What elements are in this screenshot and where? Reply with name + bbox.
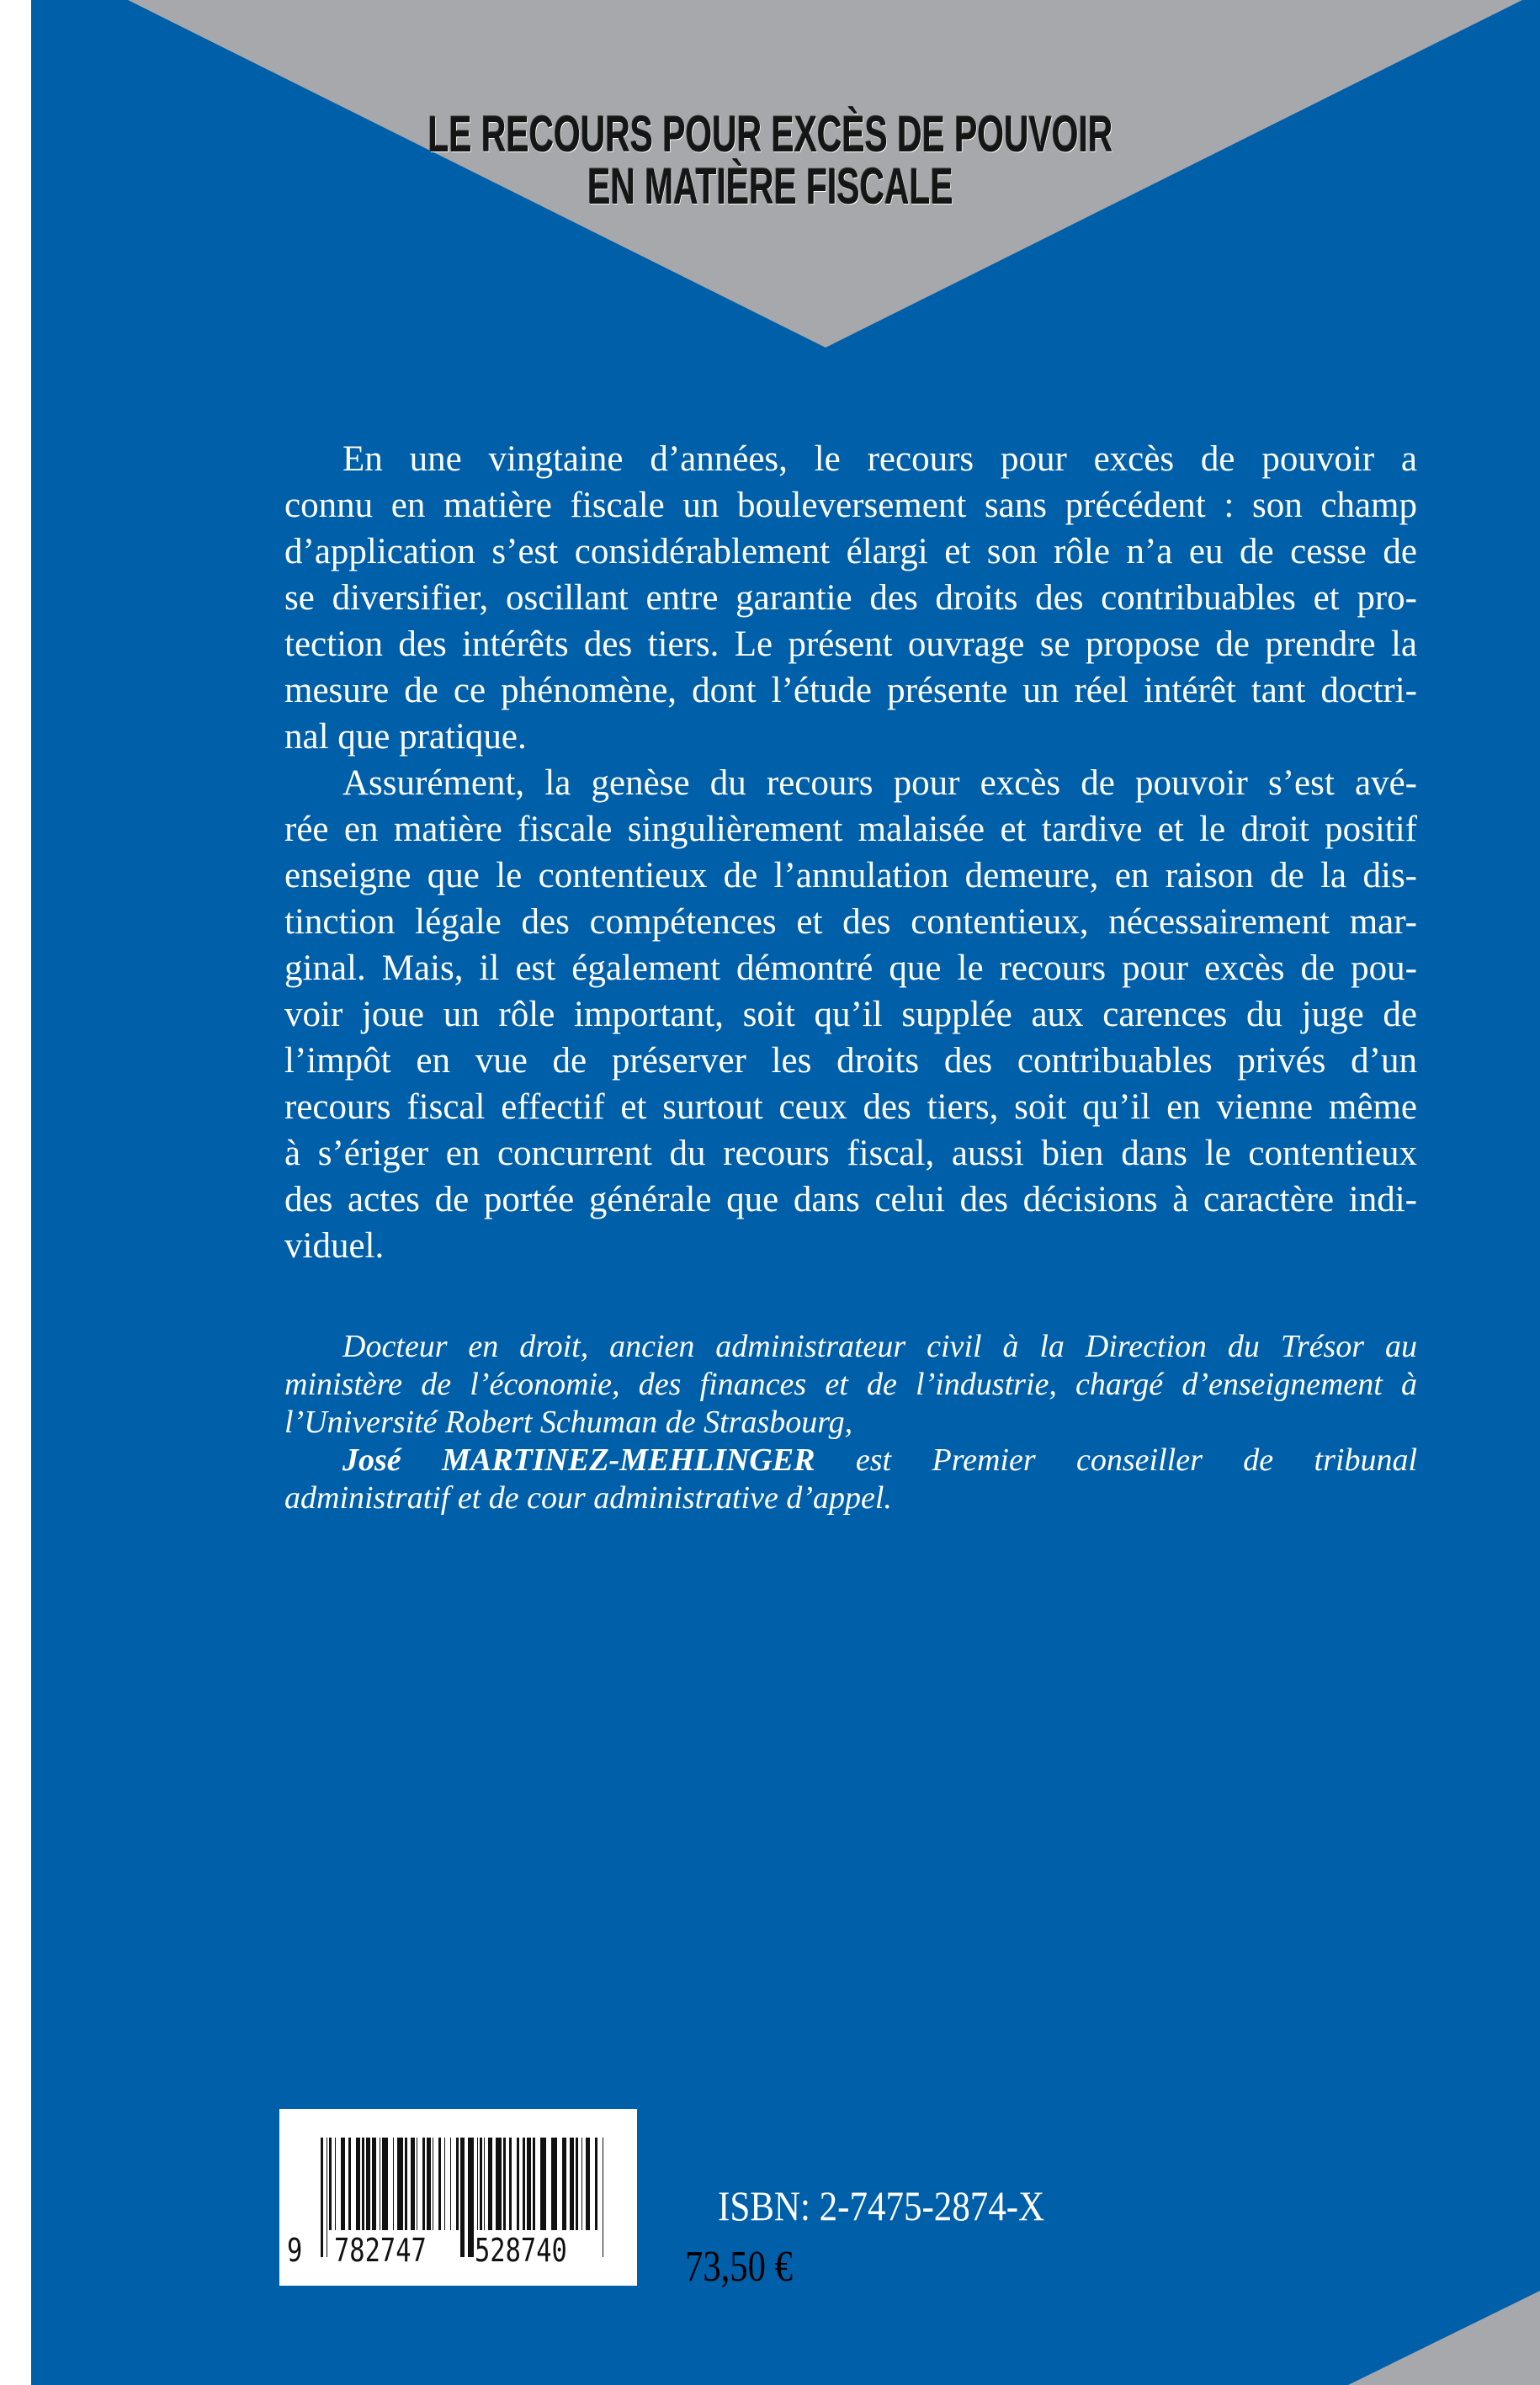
corner-gray-triangle [1348,2291,1540,2385]
barcode-bar [422,2138,425,2230]
barcode-bar [438,2138,441,2230]
barcode-bar [393,2138,394,2230]
isbn: ISBN: 2-7475-2874-X [718,2182,1045,2229]
barcode-bar [450,2138,451,2230]
barcode-bar [595,2138,597,2230]
barcode-bar [341,2138,345,2230]
barcode-bar [366,2138,370,2230]
blurb-line: l’impôt en vue de préserver les droits des contribuables privés d’un [284,1041,1417,1081]
blurb-line: connu en matière fiscale un bouleversement sans précédent : son champ [284,486,1417,525]
blurb-line: enseigne que le contentieux de l’annulation demeure, en raison de la dis- [284,856,1417,895]
bio-line: ministère de l’économie, des finances et de l’industrie, chargé d’enseignement à [284,1367,1417,1402]
barcode-bar [480,2138,482,2230]
price: 73,50 € [685,2243,793,2291]
blurb-line: recours fiscal effectif et surtout ceux des tiers, soit qu’il en vienne même [284,1087,1417,1127]
blurb-line: rée en matière fiscale singulièrement malaisée et tardive et le droit positif [284,810,1417,849]
barcode-bar [468,2138,474,2257]
blurb-line: voir joue un rôle important, soit qu’il supplée aux carences du juge de [284,995,1417,1034]
barcode-bar [427,2138,431,2230]
bio-line: l’Université Robert Schuman de Strasbourg, [284,1405,853,1440]
bio-line-name: José MARTINEZ-MEHLINGER est Premier conseiller de tribunal [343,1442,1417,1478]
barcode-bar [460,2138,465,2257]
barcode-bar [382,2138,388,2230]
barcode-bar [484,2138,485,2230]
barcode-bar [586,2138,590,2230]
bio-line: administratif et de cour administrative d’appel. [284,1480,892,1516]
blurb-line: tinction légale des compétences et des contentieux, nécessairement mar- [284,902,1417,942]
blurb-line: nal que pratique. [284,717,527,757]
barcode-bar [477,2138,478,2230]
barcode-bar [509,2138,512,2230]
barcode-bar [397,2138,403,2230]
barcode-bar [496,2138,502,2230]
barcode-bar [527,2138,531,2230]
barcode-bar [405,2138,407,2230]
barcode-bar [335,2138,336,2230]
barcode-bar [523,2138,525,2230]
blurb-line: mesure de ce phénomène, dont l’étude présente un réel intérêt tant doctri- [284,671,1417,710]
barcode-bar [411,2138,415,2230]
barcode-bar [348,2138,351,2230]
blurb-text [284,436,1417,1269]
blurb-line: à s’ériger en concurrent du recours fiscal, aussi bien dans le contentieux [284,1134,1417,1173]
barcode-bar [540,2138,546,2230]
blurb-line: d’application s’est considérablement élargi et son rôle n’a eu de cesse de [284,532,1417,571]
barcode-bar [517,2138,519,2230]
barcode-bar [321,2138,323,2257]
barcode-bar [581,2138,582,2230]
barcode-bar [444,2138,445,2230]
barcode-bar [456,2138,459,2230]
barcode-bar [562,2138,566,2230]
blurb-line: des actes de portée générale que dans celui des décisions à caractère indi- [284,1180,1417,1219]
barcode-bar [576,2138,578,2230]
blurb-line: Assurément, la genèse du recours pour excès de pouvoir s’est avé- [343,763,1417,803]
barcode-bar [362,2138,364,2230]
barcode-bar [488,2138,492,2230]
blurb-line: tection des intérêts des tiers. Le présent ouvrage se propose de prendre la [284,624,1417,664]
barcode-bar [356,2138,360,2230]
book-title-line-2: EN MATIÈRE FISCALE [587,158,953,215]
barcode-bar [503,2138,506,2230]
barcode-bar [372,2138,376,2230]
blurb-line: En une vingtaine d’années, le recours pour excès de pouvoir a [343,439,1417,479]
book-title-line-1: LE RECOURS POUR EXCÈS DE POUVOIR [427,106,1113,162]
barcode-bar [329,2138,332,2230]
barcode-bar [551,2138,557,2230]
blurb-line: viduel. [284,1226,385,1266]
barcode-bar [570,2138,574,2230]
author-name: José MARTINEZ-MEHLINGER [343,1442,815,1478]
blurb-line: se diversifier, oscillant entre garantie des droits des contribuables et pro- [284,578,1417,618]
bio-line: Docteur en droit, ancien administrateur civil à la Direction du Trésor au [343,1329,1417,1364]
barcode-group-2: 528740 [475,2232,567,2269]
barcode-digit-first: 9 [287,2232,303,2269]
barcode [279,2109,637,2286]
blurb-line: ginal. Mais, il est également démontré que le recours pour excès de pou- [284,948,1417,988]
barcode-bar [533,2138,535,2230]
barcode-group-1: 782747 [334,2232,427,2269]
author-bio [284,1328,1417,1517]
